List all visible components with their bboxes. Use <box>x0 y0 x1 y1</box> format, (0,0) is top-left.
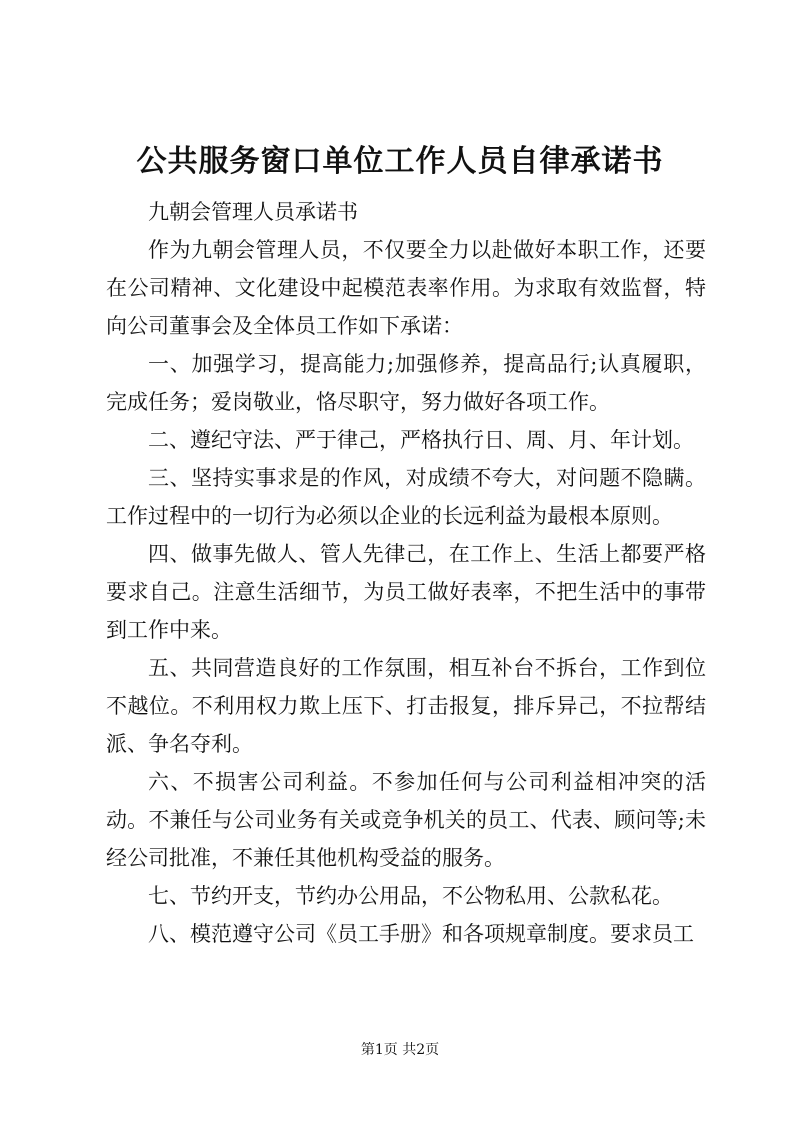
commitment-1-paragraph: 一、加强学习，提高能力;加强修养，提高品行;认真履职，完成任务；爱岗敬业，恪尽职守，努力做好各项工作。 <box>106 352 706 414</box>
page-footer: 第1页 共2页 <box>360 1042 440 1058</box>
document-body <box>106 193 706 953</box>
commitment-3-paragraph: 三、坚持实事求是的作风，对成绩不夸大，对问题不隐瞒。工作过程中的一切行为必须以企业的长远利益为最根本原则。 <box>106 466 706 528</box>
commitment-4-paragraph: 四、做事先做人、管人先律己，在工作上、生活上都要严格要求自己。注意生活细节，为员工做好表率，不把生活中的事带到工作中来。 <box>106 542 706 642</box>
commitment-2-paragraph: 二、遵纪守法、严于律己，严格执行日、周、月、年计划。 <box>148 428 694 452</box>
intro-paragraph: 作为九朝会管理人员，不仅要全力以赴做好本职工作，还要在公司精神、文化建设中起模范表率作用。为求取有效监督，特向公司董事会及全体员工作如下承诺： <box>106 238 706 338</box>
commitment-5-paragraph: 五、共同营造良好的工作氛围，相互补台不拆台，工作到位不越位。不利用权力欺上压下、打击报复，排斥异己，不拉帮结派、争名夺利。 <box>106 656 706 756</box>
commitment-8-paragraph: 八、模范遵守公司《员工手册》和各项规章制度。要求员工 <box>148 922 694 946</box>
commitment-6-paragraph: 六、不损害公司利益。不参加任何与公司利益相冲突的活动。不兼任与公司业务有关或竞争机关的员工、代表、顾问等;未经公司批准，不兼任其他机构受益的服务。 <box>106 770 706 870</box>
commitment-7-paragraph: 七、节约开支，节约办公用品，不公物私用、公款私花。 <box>148 884 673 908</box>
subtitle-paragraph: 九朝会管理人员承诺书 <box>148 200 358 224</box>
document-title: 公共服务窗口单位工作人员自律承诺书 <box>136 144 664 179</box>
